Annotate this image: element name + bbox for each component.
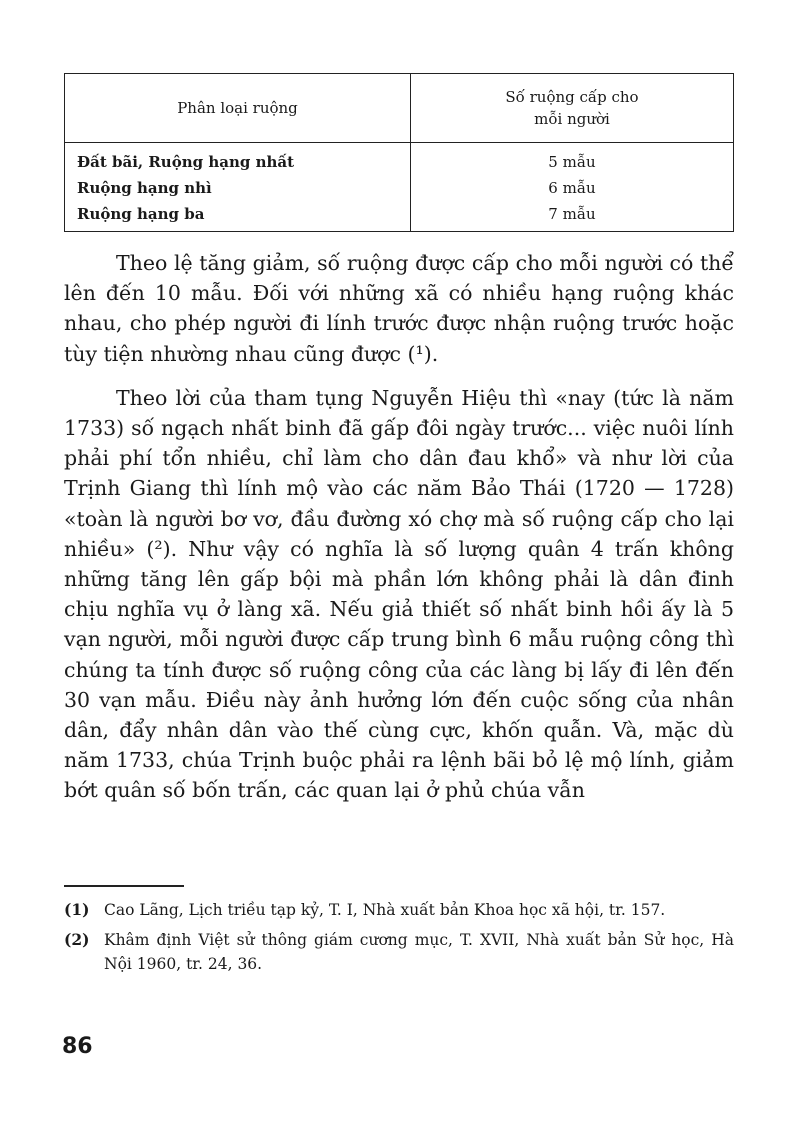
- footnote-divider: [64, 885, 184, 887]
- footnote-item: [64, 898, 734, 922]
- rice-allocation-table: [64, 73, 734, 232]
- footnote-text: Cao Lãng, Lịch triều tạp kỷ, T. I, Nhà xuất bản Khoa học xã hội, tr. 157.: [104, 901, 666, 919]
- table-header-row: [65, 74, 734, 143]
- footnote-text: Khâm định Việt sử thông giám cương mục, T. XVII, Nhà xuất bản Sử học, Hà Nội 1960, tr. 24, 36.: [104, 931, 734, 973]
- footnote-mark: (2): [64, 930, 90, 949]
- table-row: [65, 143, 734, 232]
- field-type: Đất bãi, Ruộng hạng nhất: [77, 153, 295, 171]
- allocation-amount: 5 mẫu: [548, 153, 596, 171]
- footnote-mark: (1): [64, 900, 90, 919]
- header-allocation-line2: mỗi người: [534, 110, 610, 128]
- page-number: 86: [62, 1034, 93, 1059]
- paragraph-2: Theo lời của tham tụng Nguyễn Hiệu thì «nay (tức là năm 1733) số ngạch nhất binh đã gấp đôi ngày trước... việc nuôi lính phải phí tổn nhiều, chỉ làm cho dân đau khổ» và như lời của Trịnh Giang thì lính mộ vào các năm Bảo Thái (1720 — 1728) «toàn là người bơ vơ, đầu đường xó chợ mà số ruộng cấp cho lại nhiều» (²). Như vậy có nghĩa là số lượng quân 4 trấn không những tăng lên gấp bội mà phần lớn không phải là dân đinh chịu nghĩa vụ ở làng xã. Nếu giả thiết số nhất binh hồi ấy là 5 vạn người, mỗi người được cấp trung bình 6 mẫu ruộng công thì chúng ta tính được số ruộng công của các làng bị lấy đi lên đến 30 vạn mẫu. Điều này ảnh hưởng lớn đến cuộc sống của nhân dân, đẩy nhân dân vào thế cùng cực, khốn quẫn. Và, mặc dù năm 1733, chúa Trịnh buộc phải ra lệnh bãi bỏ lệ mộ lính, giảm bớt quân số bốn trấn, các quan lại ở phủ chúa vẫn: [64, 385, 734, 803]
- field-types-cell: [65, 143, 411, 232]
- footnotes: [64, 898, 734, 982]
- header-field-type-label: Phân loại ruộng: [177, 99, 298, 117]
- allocations-cell: [411, 143, 734, 232]
- footnote-item: [64, 928, 734, 976]
- body-text: [64, 248, 734, 816]
- field-type: Ruộng hạng ba: [77, 205, 205, 223]
- header-allocation: [411, 74, 734, 143]
- header-allocation-line1: Số ruộng cấp cho: [505, 88, 639, 106]
- field-type: Ruộng hạng nhì: [77, 179, 212, 197]
- paragraph-1: Theo lệ tăng giảm, số ruộng được cấp cho mỗi người có thể lên đến 10 mẫu. Đối với những xã có nhiều hạng ruộng khác nhau, cho phép người đi lính trước được nhận ruộng trước hoặc tùy tiện nhường nhau cũng được (¹).: [64, 251, 734, 366]
- header-field-type: [65, 74, 411, 143]
- allocation-amount: 6 mẫu: [548, 179, 596, 197]
- allocation-amount: 7 mẫu: [548, 205, 596, 223]
